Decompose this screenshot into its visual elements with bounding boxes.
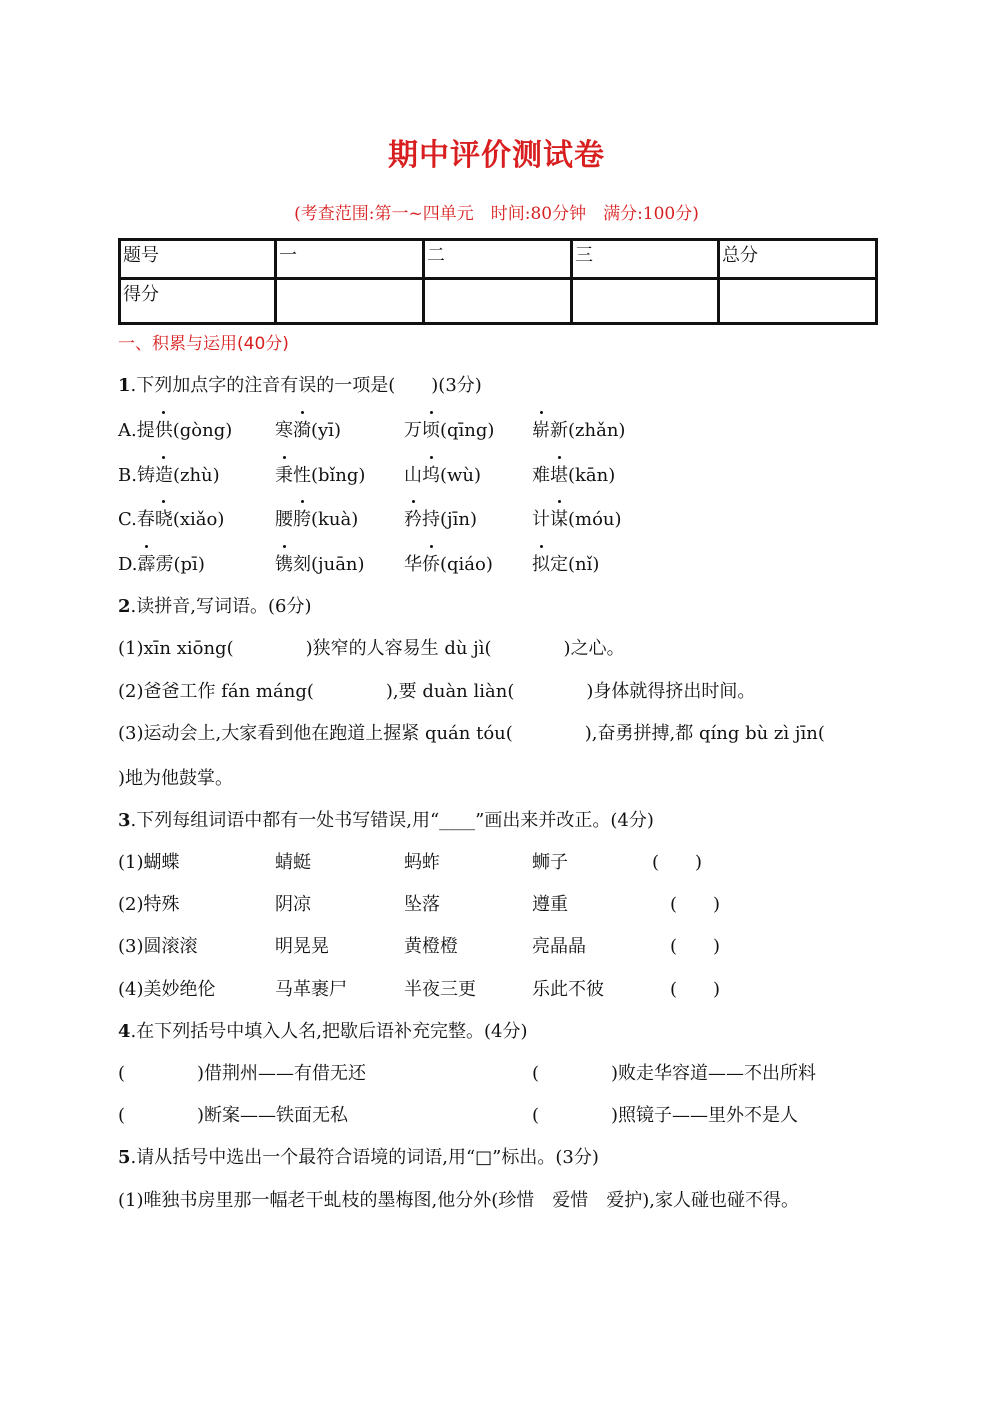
- q3-answer-blank[interactable]: ( ): [652, 852, 703, 873]
- q1-option: C.春晓(xiǎo): [118, 505, 224, 531]
- q1-option: 山坞(wù): [404, 461, 481, 487]
- emphasis-dot-char: 霹: [138, 550, 156, 576]
- q3-answer-blank[interactable]: ( ): [670, 936, 721, 957]
- emphasis-dot-char: 造: [155, 461, 173, 487]
- question-1-stem: [118, 371, 482, 397]
- section-heading: 一、积累与运用(40分): [118, 334, 289, 354]
- score-table-row-label: 得分: [120, 279, 276, 324]
- score-table-header-cell: 题号: [120, 240, 276, 279]
- q1-option: 拟定(nǐ): [532, 550, 599, 576]
- question-number: 4: [118, 1021, 131, 1042]
- emphasis-dot-char: 胯: [293, 505, 311, 531]
- q3-word: 蛳子: [532, 852, 568, 873]
- page-subtitle: (考查范围:第一~四单元 时间:80分钟 满分:100分): [294, 204, 699, 224]
- emphasis-dot-char: 坞: [422, 461, 440, 487]
- q3-word: 马革裹尸: [275, 979, 347, 1000]
- q2-line: (2)爸爸工作 fán máng( ),要 duàn liàn( )身体就得挤出时间。: [118, 681, 756, 702]
- score-table: [118, 238, 878, 325]
- emphasis-dot-char: 崭: [532, 416, 550, 442]
- score-table-score-row: [120, 279, 877, 324]
- q3-word: 半夜三更: [404, 979, 476, 1000]
- q1-option: 矜持(jīn): [404, 505, 477, 531]
- emphasis-dot-char: 漪: [293, 416, 311, 442]
- emphasis-dot-char: 镌: [275, 550, 293, 576]
- q3-word: 坠落: [404, 894, 440, 915]
- score-table-header-cell: 三: [572, 240, 719, 279]
- question-text: .下列加点字的注音有误的一项是( )(3分): [130, 375, 482, 396]
- question-number: 5: [118, 1147, 131, 1168]
- question-3-stem: [118, 806, 654, 832]
- question-text: .读拼音,写词语。(6分): [130, 596, 312, 617]
- q4-item: ( )断案——铁面无私: [118, 1105, 349, 1126]
- score-table-header-cell: 总分: [719, 240, 877, 279]
- score-cell[interactable]: [572, 279, 719, 324]
- q2-line: (1)xīn xiōng( )狭窄的人容易生 dù jì( )之心。: [118, 638, 625, 659]
- q3-answer-blank[interactable]: ( ): [670, 979, 721, 1000]
- score-table-header-cell: 二: [424, 240, 572, 279]
- q1-option: 万顷(qīng): [404, 416, 494, 442]
- page-title: 期中评价测试卷: [388, 138, 605, 173]
- q1-option: 镌刻(juān): [275, 550, 365, 576]
- q1-option: 华侨(qiáo): [404, 550, 493, 576]
- q4-item: ( )借荆州——有借无还: [118, 1063, 367, 1084]
- question-number: 1: [118, 375, 131, 396]
- score-table-header-row: [120, 240, 877, 279]
- q3-word: 遵重: [532, 894, 568, 915]
- q1-option: D.霹雳(pī): [118, 550, 205, 576]
- emphasis-dot-char: 晓: [155, 505, 173, 531]
- score-cell[interactable]: [276, 279, 424, 324]
- q1-option: 难堪(kān): [532, 461, 615, 487]
- q3-answer-blank[interactable]: ( ): [670, 894, 721, 915]
- q1-option: 寒漪(yī): [275, 416, 341, 442]
- emphasis-dot-char: 供: [155, 416, 173, 442]
- question-5-stem: [118, 1143, 599, 1169]
- q3-word: (3)圆滚滚: [118, 936, 198, 957]
- q1-option: 计谋(móu): [532, 505, 622, 531]
- emphasis-dot-char: 矜: [404, 505, 422, 531]
- emphasis-dot-char: 顷: [422, 416, 440, 442]
- q3-word: (4)美妙绝伦: [118, 979, 216, 1000]
- question-text: .请从括号中选出一个最符合语境的词语,用“□”标出。(3分): [130, 1147, 599, 1168]
- q3-word: (2)特殊: [118, 894, 180, 915]
- score-table-header-cell: 一: [276, 240, 424, 279]
- q5-line: (1)唯独书房里那一幅老干虬枝的墨梅图,他分外(珍惜 爱惜 爱护),家人碰也碰不得。: [118, 1190, 799, 1211]
- emphasis-dot-char: 拟: [532, 550, 550, 576]
- question-4-stem: [118, 1017, 527, 1043]
- question-number: 3: [118, 810, 131, 831]
- question-text: .下列每组词语中都有一处书写错误,用“____”画出来并改正。(4分): [130, 810, 654, 831]
- q3-word: 阴凉: [275, 894, 311, 915]
- emphasis-dot-char: 谋: [550, 505, 568, 531]
- q3-word: 乐此不彼: [532, 979, 604, 1000]
- question-2-stem: [118, 592, 311, 618]
- score-cell[interactable]: [424, 279, 572, 324]
- q3-word: 蚂蚱: [404, 852, 440, 873]
- q1-option: A.提供(gòng): [118, 416, 232, 442]
- q4-item: ( )照镜子——里外不是人: [532, 1105, 799, 1126]
- q1-option: B.铸造(zhù): [118, 461, 220, 487]
- q1-option: 腰胯(kuà): [275, 505, 358, 531]
- q2-line: (3)运动会上,大家看到他在跑道上握紧 quán tóu( ),奋勇拼搏,都 qíng bù zì jīn(: [118, 723, 825, 744]
- q3-word: 明晃晃: [275, 936, 329, 957]
- score-cell[interactable]: [719, 279, 877, 324]
- q3-word: (1)蝴蝶: [118, 852, 180, 873]
- q3-word: 蜻蜓: [275, 852, 311, 873]
- q2-line: )地为他鼓掌。: [118, 768, 234, 789]
- question-number: 2: [118, 596, 131, 617]
- q1-option: 秉性(bǐng): [275, 461, 365, 487]
- q3-word: 黄橙橙: [404, 936, 458, 957]
- q3-word: 亮晶晶: [532, 936, 586, 957]
- emphasis-dot-char: 侨: [422, 550, 440, 576]
- question-text: .在下列括号中填入人名,把歇后语补充完整。(4分): [130, 1021, 528, 1042]
- emphasis-dot-char: 堪: [550, 461, 568, 487]
- emphasis-dot-char: 秉: [275, 461, 293, 487]
- q1-option: 崭新(zhǎn): [532, 416, 625, 442]
- q4-item: ( )败走华容道——不出所料: [532, 1063, 817, 1084]
